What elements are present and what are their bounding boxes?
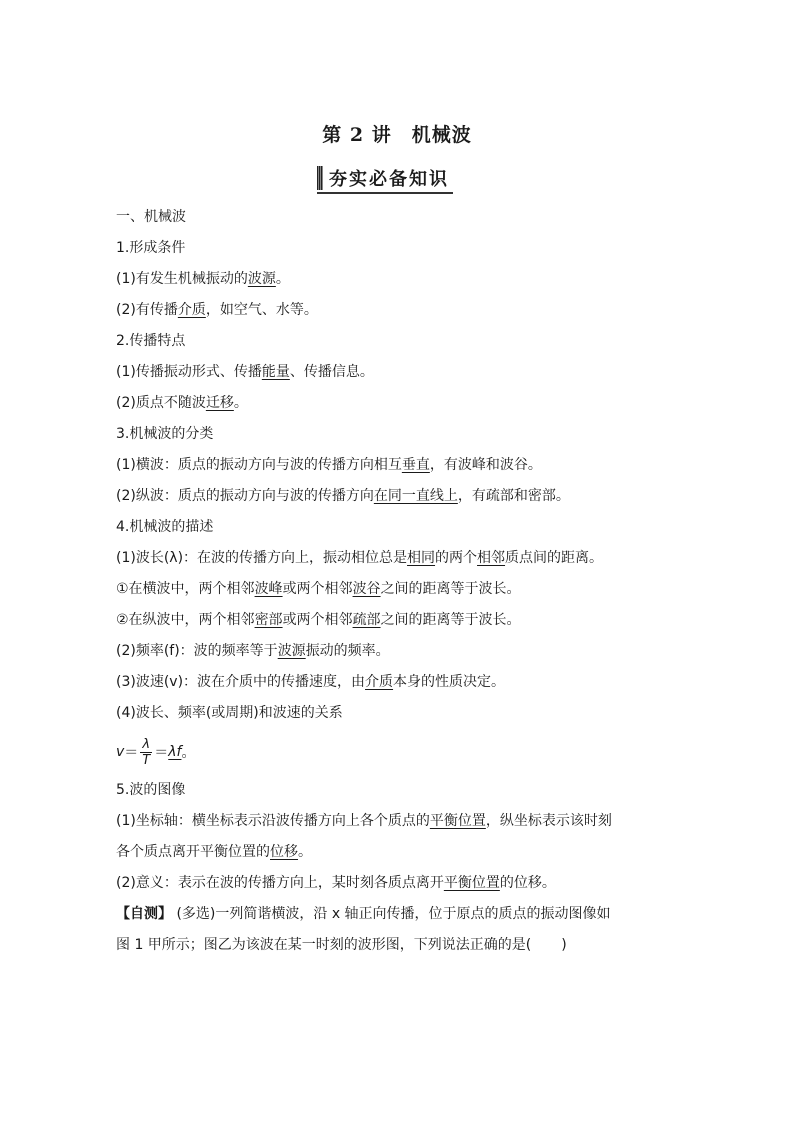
answer-underline: 波谷	[352, 581, 381, 597]
wave-formula: v ＝ $\frac{\lambda}{T}$ ＝ λf 。	[116, 736, 196, 768]
list-item: (2)意义：表示在波的传播方向上，某时刻各质点离开平衡位置的位移。	[116, 875, 556, 891]
subheading: 5.波的图像	[116, 782, 186, 798]
answer-underline: 能量	[261, 364, 290, 380]
banner-bar-icon	[317, 166, 323, 190]
content-body	[116, 202, 686, 961]
list-item: (4)波长、频率(或周期)和波速的关系	[116, 705, 343, 721]
answer-underline: 平衡位置	[443, 875, 500, 891]
answer-underline: 平衡位置	[429, 813, 486, 829]
page-title: 第 2 讲 机械波	[322, 124, 472, 146]
answer-underline: 波峰	[254, 581, 283, 597]
subheading: 1.形成条件	[116, 240, 186, 256]
list-item: (2)纵波：质点的振动方向与波的传播方向在同一直线上，有疏部和密部。	[116, 488, 570, 504]
answer-underline: 位移	[270, 844, 298, 860]
list-item-continued: 各个质点离开平衡位置的位移。	[116, 844, 312, 860]
section-banner	[317, 164, 453, 194]
answer-underline: 波源	[247, 271, 276, 287]
answer-underline: 相邻	[477, 550, 506, 566]
list-item: (3)波速(v)：波在介质中的传播速度，由介质本身的性质决定。	[116, 674, 506, 690]
subheading: 3.机械波的分类	[116, 426, 214, 442]
answer-underline: 介质	[365, 674, 394, 690]
answer-underline: 相同	[407, 550, 436, 566]
answer-underline: 密部	[254, 612, 283, 628]
list-item: (1)传播振动形式、传播能量、传播信息。	[116, 364, 374, 380]
answer-underline: 垂直	[401, 457, 430, 473]
quiz-question-continued: 图 1 甲所示；图乙为该波在某一时刻的波形图，下列说法正确的是( )	[116, 937, 567, 953]
quiz-tag: 【自测】	[116, 906, 172, 922]
list-item: ②在纵波中，两个相邻密部或两个相邻疏部之间的距离等于波长。	[116, 612, 521, 628]
subheading: 4.机械波的描述	[116, 519, 214, 535]
answer-underline: 在同一直线上	[373, 488, 458, 504]
section-heading: 一、机械波	[116, 209, 186, 225]
answer-underline: λf	[168, 744, 182, 760]
list-item: (1)坐标轴：横坐标表示沿波传播方向上各个质点的平衡位置，纵坐标表示该时刻	[116, 813, 612, 829]
quiz-question: 【自测】 (多选)一列简谐横波，沿 x 轴正向传播，位于原点的质点的振动图像如	[116, 906, 611, 922]
list-item: (2)质点不随波迁移。	[116, 395, 248, 411]
banner-text: 夯实必备知识	[329, 169, 449, 190]
answer-underline: 迁移	[205, 395, 234, 411]
list-item: (1)波长(λ)：在波的传播方向上，振动相位总是相同的两个相邻质点间的距离。	[116, 550, 604, 566]
list-item: (2)频率(f)：波的频率等于波源振动的频率。	[116, 643, 390, 659]
fraction: $\frac{\lambda}{T}$	[142, 736, 151, 768]
subheading: 2.传播特点	[116, 333, 186, 349]
answer-underline: 波源	[277, 643, 306, 659]
list-item: ①在横波中，两个相邻波峰或两个相邻波谷之间的距离等于波长。	[116, 581, 521, 597]
answer-underline: 疏部	[352, 612, 381, 628]
list-item: (1)横波：质点的振动方向与波的传播方向相互垂直，有波峰和波谷。	[116, 457, 542, 473]
answer-underline: 介质	[177, 302, 206, 318]
list-item: (1)有发生机械振动的波源。	[116, 271, 290, 287]
list-item: (2)有传播介质，如空气、水等。	[116, 302, 318, 318]
